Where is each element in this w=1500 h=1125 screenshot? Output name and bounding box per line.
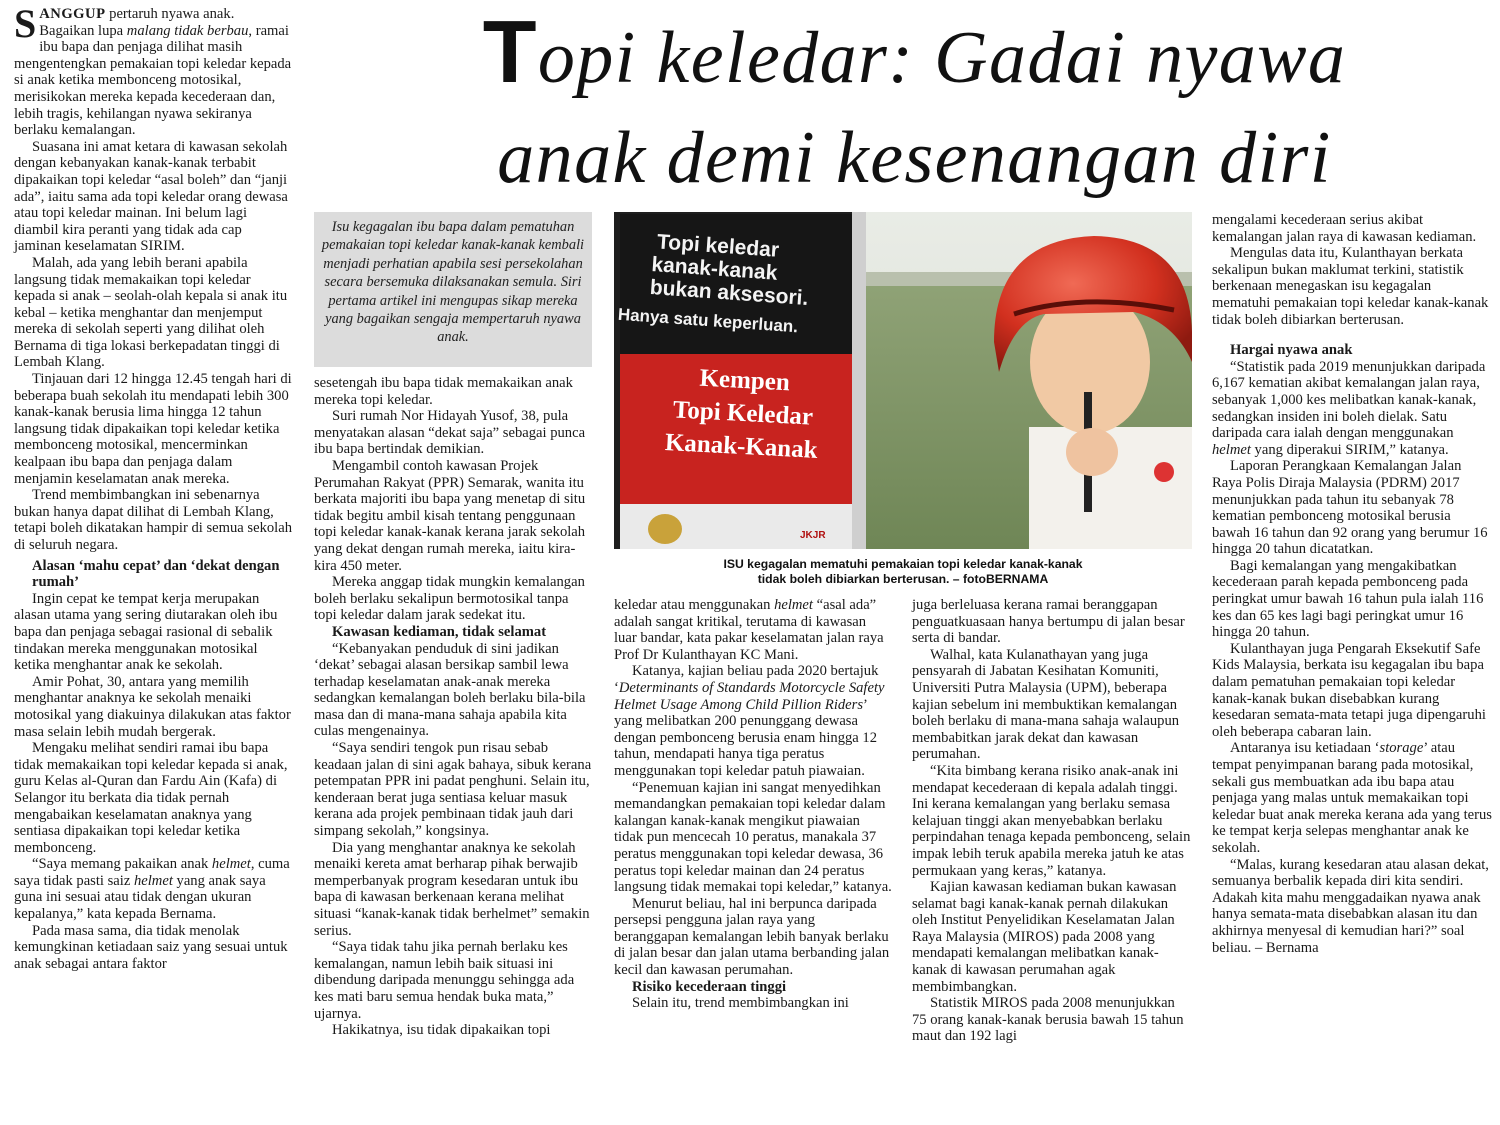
paragraph: “Saya tidak tahu jika pernah berlaku kes kemalangan, namun lebih baik situasi ini dibendung daripada menunggu sehingga ada kes mati baru semua hendak buka mata,” ujarnya. xyxy=(314,939,575,1022)
paragraph: Selain itu, trend membimbangkan ini xyxy=(632,995,849,1012)
news-photo xyxy=(614,212,1192,549)
paragraph xyxy=(1212,359,1492,459)
paragraph: “Kita bimbang kerana risiko anak-anak ini mendapat kecederaan di kepala adalah tinggi. Ini kerana kemalangan yang berlaku semasa kelajuan tinggi akan menyebabkan berlaku perpindahan tenaga kepada pembonceng, selain impak lebih teruk apabila mereka jatuh ke atas permukaan yang keras,” katanya. xyxy=(912,762,1191,879)
text-italic: Determinants of Standards Motorcycle Safety Helmet Usage Among Child Pillion Riders xyxy=(614,679,885,713)
paragraph: “Saya sendiri tengok pun risau sebab keadaan jalan di sini agak bahaya, sibuk kerana petempatan PPR ini padat penghuni. Selain itu, kenderaan berat juga sentiasa keluar masuk kerana ada projek pembinaan tidak jauh dari simpang sekolah,” kongsinya. xyxy=(314,740,592,840)
text-italic: helmet xyxy=(211,856,251,873)
text-run: , cuma saya tidak pasti saiz xyxy=(14,856,290,889)
text-run: Antaranya isu ketiadaan ‘ xyxy=(1230,740,1380,757)
jkjr-logo: JKJR xyxy=(800,530,826,541)
paragraph: Amir Pohat, 30, antara yang memilih menghantar anaknya ke sekolah menaiki motosikal yang diakuinya dilakukan atas faktor masa selain lebih mudah bergerak. xyxy=(14,673,291,740)
paragraph: Mengambil contoh kawasan Projek Perumahan Rakyat (PPR) Semarak, wanita itu berkata majoriti ibu bapa yang menetap di situ tidak begitu ambil kisah tentang penggunaan topi keledar kanak-kanak kerana jarak sekolah yang dekat dengan rumah mereka, iaitu kira-kira 450 meter. xyxy=(314,457,586,574)
headline-initial: T xyxy=(482,2,538,101)
paragraph: Statistik MIROS pada 2008 menunjukkan 75 orang kanak-kanak berusia bawah 15 tahun maut dan 192 lagi xyxy=(912,995,1184,1045)
paragraph: Menurut beliau, hal ini berpunca daripada persepsi pengguna jalan raya yang beranggapan kemalangan lebih banyak berlaku di jalan besar dan jalan utama berbanding jalan kecil dan kawasan perumahan. xyxy=(614,895,890,979)
paragraph xyxy=(1212,740,1492,856)
paragraph: Mengulas data itu, Kulanthayan berkata sekalipun bukan maklumat terkini, statistik berkenaan menegaskan isu kegagalan mematuhi pemakaian topi keledar kanak-kanak tidak boleh dibiarkan berterusan. xyxy=(1212,245,1489,328)
paragraph: Mereka anggap tidak mungkin kemalangan boleh berlaku sekalipun bermotosikal tanpa topi keledar dalam jarak sedekat itu. xyxy=(314,574,585,624)
paragraph: Walhal, kata Kulanathayan yang juga pensyarah di Jabatan Kesihatan Komuniti, Universiti Putra Malaysia (UPM), beberapa kajian sebelum ini membuktikan kemalangan boleh berlaku di mana-mana sahaja walaupun membabitkan jarak dekat dan kawasan perumahan. xyxy=(912,646,1180,763)
text-run: yang anak saya guna ini sesuai atau tidak dengan ukuran kepalanya,” kata kepada Bernama. xyxy=(14,872,266,923)
text-run: “Saya memang pakaikan anak xyxy=(32,856,212,873)
headline-line-1-text: opi keledar: Gadai nyawa xyxy=(537,17,1347,99)
lead-text-a: pertaruh nyawa anak. Bagaikan lupa xyxy=(39,6,235,39)
paragraph xyxy=(614,597,892,663)
banner-red-line: Kanak-Kanak xyxy=(664,428,819,464)
paragraph: Dia yang menghantar anaknya ke sekolah menaiki kereta amat berharap pihak berwajib memperbanyak program kesedaran untuk ibu bapa di kawasan berkenaan kerana melihat situasi “kanak-kanak tidak berhelmet” semakin serius. xyxy=(314,839,590,939)
article-column-2 xyxy=(314,375,592,1039)
headline-line-2: anak demi kesenangan diri xyxy=(497,117,1332,199)
article-column-3 xyxy=(614,597,892,1012)
article-column-5 xyxy=(1212,212,1492,956)
caption-line: ISU kegagalan mematuhi pemakaian topi keledar kanak-kanak xyxy=(723,557,1083,571)
paragraph: Laporan Perangkaan Kemalangan Jalan Raya Polis Diraja Malaysia (PDRM) 2017 menunjukkan pada tahun itu sebanyak 78 kematian pembonceng motosikal berusia bawah 16 tahun dan 92 orang yang berumur 16 hingga 20 tahun dicatatkan. xyxy=(1212,458,1488,558)
subheading: Alasan ‘mahu cepat’ dan ‘dekat dengan rumah’ xyxy=(32,557,280,591)
banner-red-line: Kempen xyxy=(698,364,791,397)
text-italic: helmet xyxy=(774,597,813,613)
paragraph: Mengaku melihat sendiri ramai ibu bapa tidak memakaikan topi keledar kepada si anak, guru Kelas al-Quran dan Fardu Ain (Kafa) di Selangor itu berkata dia tidak pernah mengabaikan keselamatan anaknya yang sentiasa dipakaikan topi keledar ketika membonceng. xyxy=(14,740,288,856)
standfirst-box: Isu kegagalan ibu bapa dalam pematuhan pemakaian topi keledar kanak-kanak kembali menjadi perhatian apabila sesi persekolahan secara bersemuka dilaksanakan semula. Siri pertama artikel ini mengupas sikap mereka yang bagaikan sengaja mempertaruh nyawa anak. xyxy=(314,212,592,367)
lead-text-b: , ramai ibu bapa dan penjaga dilihat masih mengentengkan pemakaian topi keledar kepada si anak ketika membonceng motosikal, merisikokan mereka kepada kecederaan dan, lebih tragis, kehilangan nyawa sekiranya berlaku kemalangan. xyxy=(14,22,292,139)
headline-line-1 xyxy=(412,2,1417,108)
headline xyxy=(412,2,1417,208)
text-run: “asal ada” adalah sangat kritikal, terutama di kawasan luar bandar, kata pakar keselamatan jalan raya Prof Dr Kulanthayan KC Mani. xyxy=(614,597,884,663)
caption-line: tidak boleh dibiarkan berterusan. – fotoBERNAMA xyxy=(757,572,1049,586)
photo-caption xyxy=(614,557,1192,587)
paragraph: Ingin cepat ke tempat kerja merupakan alasan utama yang sering diutarakan oleh ibu bapa dan penjaga sebagai rasional di sebalik tindakan mereka menggunakan motosikal ketika menghantar anak ke sekolah. xyxy=(14,590,278,674)
text-run: ’ atau tempat penyimpanan barang pada motosikal, sekali gus membuatkan ada ibu bapa atau penjaga yang malas untuk memakaikan topi keledar buat anak mereka kerana ada yang terus ke tempat kerja selepas menghantar anak ke sekolah. xyxy=(1212,740,1492,856)
banner-red-line: Topi Keledar xyxy=(672,396,814,431)
banner-line: Hanya satu keperluan. xyxy=(617,304,799,337)
drop-cap: S xyxy=(14,1,37,46)
text-run: Katanya, kajian beliau pada 2020 bertajuk ‘ xyxy=(614,663,879,696)
text-italic: helmet xyxy=(1212,441,1251,458)
banner-line: Topi keledar xyxy=(656,230,780,262)
paragraph: sesetengah ibu bapa tidak memakaikan anak mereka topi keledar. xyxy=(314,375,573,408)
text-italic: helmet xyxy=(133,872,173,889)
paragraph xyxy=(14,856,292,922)
paragraph: “Kebanyakan penduduk di sini jadikan ‘dekat’ sebagai alasan bersikap sambil lewa terhadap keselamatan anak-anak mereka sedangkan kemalangan boleh berlaku bila-bila masa dan di mana-mana sahaja apabila kita culas mengenainya. xyxy=(314,640,586,740)
subheading: Risiko kecederaan tinggi xyxy=(632,978,787,995)
paragraph: Suri rumah Nor Hidayah Yusof, 38, pula menyatakan alasan “dekat saja” sebagai punca ibu bapa bertindak demikian. xyxy=(314,408,586,458)
paragraph: “Malas, kurang kesedaran atau alasan dekat, semuanya berbalik kepada diri kita sendiri. Adakah kita mahu menggadaikan nyawa anak hanya semata-mata disebabkan alasan itu dan akhirnya menyesal di kemudian hari?” soal beliau. – Bernama xyxy=(1212,856,1489,956)
subheading: Kawasan kediaman, tidak selamat xyxy=(332,623,547,640)
text-run: keledar atau menggunakan xyxy=(614,597,775,613)
text-run: yang diperakui SIRIM,” katanya. xyxy=(1250,441,1449,458)
paragraph: Trend membimbangkan ini sebenarnya bukan hanya dapat dilihat di Lembah Klang, tetapi boleh dikatakan hampir di semua sekolah di seluruh negara. xyxy=(14,487,293,553)
text-italic: storage xyxy=(1379,740,1424,757)
paragraph: Suasana ini amat ketara di kawasan sekolah dengan kebanyakan kanak-kanak terbabit dipakaikan topi keledar “asal boleh” dan “janji ada”, iaitu sama ada topi keledar orang dewasa atau topi keledar mainan. Ini belum lagi diambil kira peranti yang tidak ada cap jaminan keselamatan SIRIM. xyxy=(14,138,288,255)
paragraph: “Penemuan kajian ini sangat menyedihkan memandangkan pemakaian topi keledar dalam kalangan kanak-kanak mengikut piawaian tidak pun mencecah 10 peratus, manakala 37 peratus menggunakan topi keledar dewasa, 36 peratus topi keledar mainan dan 24 peratus langsung tidak memakai topi keledar,” katanya. xyxy=(614,779,892,896)
paragraph: mengalami kecederaan serius akibat kemalangan jalan raya di kawasan kediaman. xyxy=(1212,212,1477,245)
paragraph: Kajian kawasan kediaman bukan kawasan selamat bagi kanak-kanak pernah dilakukan oleh Institut Penyelidikan Keselamatan Jalan Raya Malaysia (MIROS) pada 2008 yang mendapati kemalangan melibatkan kanak-kanak di kawasan perumahan agak membimbangkan. xyxy=(912,879,1177,995)
paragraph: Bagi kemalangan yang mengakibatkan kecederaan parah kepada pembonceng pada peringkat umur bawah 16 tahun pula ialah 116 kes dan 65 kes lagi bagi peringkat umur 16 hingga 20 tahun. xyxy=(1212,557,1484,641)
article-column-4 xyxy=(912,597,1192,1045)
paragraph xyxy=(614,663,892,779)
banner-text-red xyxy=(628,358,859,469)
lead-word: ANGGUP xyxy=(39,6,106,22)
paragraph: Tinjauan dari 12 hingga 12.45 tengah hari di beberapa buah sekolah itu mendapati lebih 300 kanak-kanak berusia lima hingga 12 tahun langsung tidak dipakaikan topi keledar ketika membonceng motosikal, mencerminkan kealpaan ibu bapa dan penjaga dalam menjamin keselamatan anak mereka. xyxy=(14,371,292,487)
text-run: ’ yang melibatkan 200 penunggang dewasa dengan pembonceng berusia enam hingga 12 tahun, mendapati hanya tiga peratus menggunakan topi keledar patuh piawaian. xyxy=(614,696,878,779)
article-column-1 xyxy=(14,1,293,972)
banner-line: kanak-kanak xyxy=(650,253,779,285)
banner-line: bukan aksesori. xyxy=(649,275,810,310)
lead-paragraph xyxy=(14,1,292,139)
crest-logo xyxy=(648,514,682,544)
text-run: “Statistik pada 2019 menunjukkan daripada 6,167 kematian akibat kemalangan jalan raya, sebanyak 1,000 kes melibatkan kanak-kanak, sedangkan insiden ini boleh dielak. Satu daripada cara ialah dengan menggunakan xyxy=(1212,358,1486,442)
paragraph: juga berleluasa kerana ramai beranggapan penguatkuasaan hanya bertumpu di jalan besar serta di bandar. xyxy=(912,597,1185,647)
lead-text-italic: malang tidak berbau xyxy=(126,22,249,39)
banner-text-white xyxy=(617,228,855,342)
paragraph: Pada masa sama, dia tidak menolak kemungkinan ketiadaan saiz yang sesuai untuk anak sebagai antara faktor xyxy=(14,922,288,972)
paragraph: Hakikatnya, isu tidak dipakaikan topi xyxy=(332,1022,551,1039)
subheading: Hargai nyawa anak xyxy=(1230,342,1353,359)
paragraph: Malah, ada yang lebih berani apabila langsung tidak memakaikan topi keledar kepada si anak – seolah-olah kepala si anak itu kebal – ketika menghantar dan menjemput mereka di sekolah seperti yang dilihat oleh Bernama di tiga lokasi berkepadatan tinggi di Lembah Klang. xyxy=(14,254,288,371)
paragraph: Kulanthayan juga Pengarah Eksekutif Safe Kids Malaysia, berkata isu kegagalan ibu bapa dalam pematuhan pemakaian topi keledar kanak-kanak bukan disebabkan kurang kesedaran semata-mata tetapi juga dipengaruhi oleh beberapa cabaran lain. xyxy=(1212,640,1486,740)
